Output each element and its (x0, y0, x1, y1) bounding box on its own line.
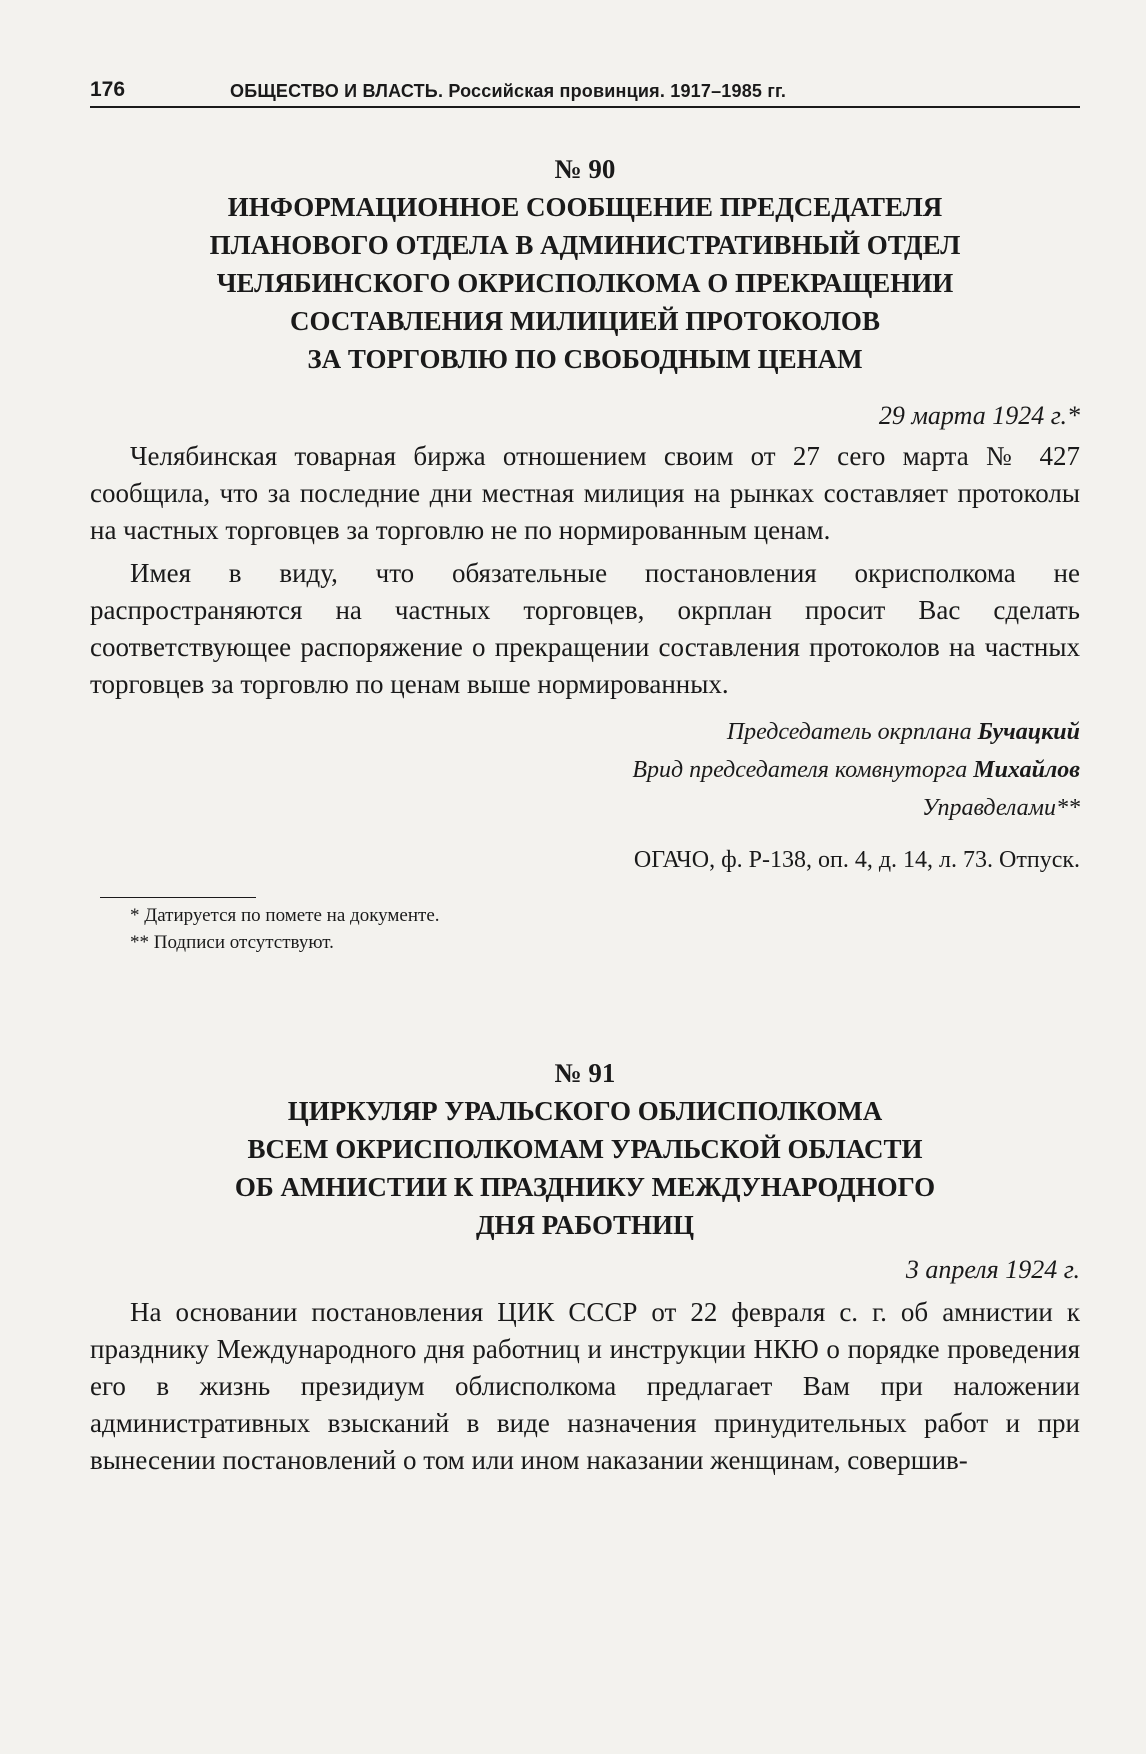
document-90 (90, 150, 1080, 956)
document-91 (90, 1054, 1080, 1479)
title-line: ЦИРКУЛЯР УРАЛЬСКОГО ОБЛИСПОЛКОМА (287, 1096, 883, 1126)
footnote: * Датируется по помете на документе. (130, 905, 440, 926)
document-number: № 90 (554, 154, 616, 184)
document-title (90, 188, 1080, 378)
running-title: ОБЩЕСТВО И ВЛАСТЬ. Российская провинция. 1917–1985 гг. (230, 81, 787, 101)
document-date: 29 марта 1924 г.* (878, 401, 1080, 430)
signature-role: Управделами** (921, 795, 1080, 821)
document-title (90, 1092, 1080, 1244)
page-number: 176 (90, 78, 126, 101)
signature-line (90, 751, 1080, 789)
signature-line (90, 789, 1080, 827)
paragraph: Имея в виду, что обязательные постановления окрисполкома не распространяются на частных торговцев, окрплан просит Вас сделать соответствующее распоряжение о прекращении составления протоколов на частных торговцев за торговлю по ценам выше нормированных. (90, 558, 1080, 699)
document-number: № 91 (554, 1058, 616, 1088)
signature-line (90, 713, 1080, 751)
page (90, 68, 1080, 1479)
title-line: ЗА ТОРГОВЛЮ ПО СВОБОДНЫМ ЦЕНАМ (307, 344, 863, 374)
paragraph: На основании постановления ЦИК СССР от 22 февраля с. г. об амнистии к празднику Международного дня работниц и инструкции НКЮ о порядке проведения его в жизнь президиум облисполкома предлагает Вам при наложении административных взысканий в виде назначения принудительных работ и при вынесении постановлений о том или ином наказании женщинам, совершив- (90, 1297, 1080, 1475)
archive-reference: ОГАЧО, ф. Р-138, оп. 4, д. 14, л. 73. Отпуск. (633, 847, 1080, 873)
signature-name: Бучацкий (977, 719, 1080, 745)
signature-role: Врид председателя комвнуторга (632, 757, 968, 783)
title-line: ИНФОРМАЦИОННОЕ СООБЩЕНИЕ ПРЕДСЕДАТЕЛЯ (227, 192, 943, 222)
title-line: ДНЯ РАБОТНИЦ (475, 1210, 695, 1240)
running-header (90, 68, 1080, 108)
title-line: ПЛАНОВОГО ОТДЕЛА В АДМИНИСТРАТИВНЫЙ ОТДЕЛ (209, 230, 961, 260)
footnote: ** Подписи отсутствуют. (130, 932, 334, 953)
footnotes (90, 902, 1080, 956)
document-date: 3 апреля 1924 г. (905, 1255, 1080, 1284)
title-line: ОБ АМНИСТИИ К ПРАЗДНИКУ МЕЖДУНАРОДНОГО (234, 1172, 936, 1202)
title-line: ВСЕМ ОКРИСПОЛКОМАМ УРАЛЬСКОЙ ОБЛАСТИ (247, 1134, 923, 1164)
paragraph: Челябинская товарная биржа отношением своим от 27 сего марта № 427 сообщила, что за последние дни местная милиция на рынках составляет протоколы на частных торговцев за торговлю не по нормированным ценам. (90, 441, 1080, 545)
signature-role: Председатель окрплана (726, 719, 972, 745)
title-line: СОСТАВЛЕНИЯ МИЛИЦИЕЙ ПРОТОКОЛОВ (290, 306, 880, 336)
signature-name: Михайлов (973, 757, 1080, 783)
footnote-divider (100, 897, 256, 898)
title-line: ЧЕЛЯБИНСКОГО ОКРИСПОЛКОМА О ПРЕКРАЩЕНИИ (216, 268, 954, 298)
signatures (90, 713, 1080, 827)
